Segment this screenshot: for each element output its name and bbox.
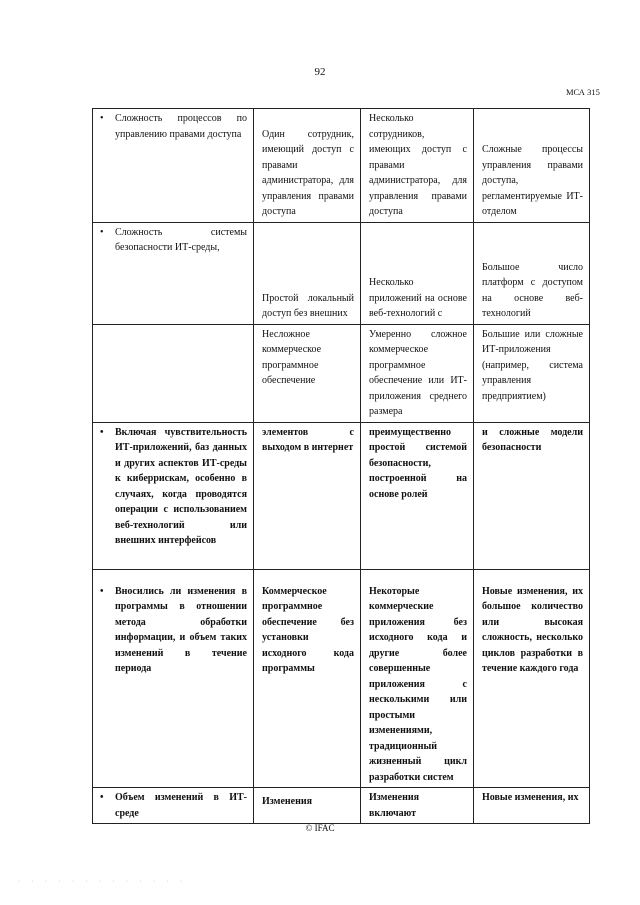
document-code: МСА 315 — [566, 87, 600, 97]
row-criterion-cell — [93, 788, 254, 824]
bullet-icon: • — [100, 792, 104, 803]
cell-high — [474, 222, 590, 324]
row-criterion-cell — [93, 324, 254, 422]
cell-medium — [361, 569, 474, 788]
cell-text: Простой локальный доступ без внешних — [262, 292, 354, 319]
cell-text: Несложное коммерческое программное обеспечение — [262, 328, 322, 386]
cell-low — [254, 569, 361, 788]
cell-text: Вносились ли изменения в программы в отношении метода обработки информации, и объем таких изменений в течение периода — [115, 585, 247, 674]
comparison-table — [92, 108, 590, 824]
cell-text: и сложные модели безопасности — [482, 426, 583, 453]
cell-text: преимущественно простой системой безопасности, построенной на основе ролей — [369, 426, 467, 500]
cell-text: Несколько приложений на основе веб-технологий с — [369, 277, 467, 319]
bullet-icon: • — [100, 226, 104, 238]
cell-text: элементов с выходом в интернет — [262, 426, 354, 453]
cell-text: Один сотрудник, имеющий доступ с правами администратора, для управления правами доступа — [262, 128, 354, 217]
table-row — [93, 324, 590, 422]
cell-text: Сложность системы безопасности ИТ-среды, — [115, 226, 247, 253]
cell-low — [254, 222, 361, 324]
cell-medium — [361, 222, 474, 324]
cell-low — [254, 109, 361, 223]
table-row — [93, 109, 590, 223]
cell-high — [474, 788, 590, 824]
row-criterion-cell — [93, 569, 254, 788]
cell-text: Изменения — [262, 796, 313, 807]
cell-low — [254, 788, 361, 824]
table-row — [93, 569, 590, 788]
cell-text: Большие или сложные ИТ-приложения (например, система управления предприятием) — [482, 328, 583, 402]
table-row — [93, 222, 590, 324]
cell-medium — [361, 109, 474, 223]
cell-text: Умеренно сложное коммерческое программное обеспечение или ИТ-приложения среднего размера — [369, 328, 467, 417]
cell-high — [474, 569, 590, 788]
row-criterion-cell — [93, 109, 254, 223]
cell-text: Некоторые коммерческие приложения без исходного кода и другие более совершенные приложения с несколькими или простыми изменениями, традиционный жизненный цикл разработки систем — [369, 585, 467, 783]
cell-text: Сложность процессов по управлению правами доступа — [115, 113, 247, 140]
cell-high — [474, 109, 590, 223]
cell-text: Коммерческое программное обеспечение без установки исходного кода программы — [262, 585, 354, 674]
row-criterion-cell — [93, 422, 254, 569]
cell-high — [474, 422, 590, 569]
bullet-icon: • — [100, 585, 104, 597]
cell-text: Изменения включают — [369, 792, 420, 819]
table-row — [93, 788, 590, 824]
bullet-icon: • — [100, 426, 104, 438]
row-criterion-cell — [93, 222, 254, 324]
cell-text: Включая чувствительность ИТ-приложений, баз данных и других аспектов ИТ-среды к киберрискам, особенно в случаях, когда проводятся операции с использованием веб-технологий или внешних интерфейсов — [115, 426, 247, 546]
cell-text: Несколько сотрудников, имеющих доступ с правами администратора, для управления правами доступа — [369, 113, 467, 217]
bullet-icon: • — [100, 113, 104, 124]
scan-specks: · · · · · · · · · · · · · — [18, 879, 187, 885]
cell-medium — [361, 788, 474, 824]
page-number: 92 — [314, 66, 326, 78]
cell-high — [474, 324, 590, 422]
cell-text: Объем изменений в ИТ-среде — [115, 792, 247, 819]
cell-low — [254, 422, 361, 569]
cell-medium — [361, 324, 474, 422]
cell-text: Сложные процессы управления правами доступа, регламентируемые ИТ-отделом — [482, 144, 583, 217]
cell-text: Новые изменения, их — [482, 792, 579, 803]
cell-text: Большое число платформ с доступом на основе веб-технологий — [482, 261, 583, 319]
footer-copyright: © IFAC — [305, 823, 335, 833]
cell-text: Новые изменения, их большое количество или высокая сложность, несколько циклов разработки в течение каждого года — [482, 585, 583, 674]
cell-low — [254, 324, 361, 422]
cell-medium — [361, 422, 474, 569]
table-row — [93, 422, 590, 569]
